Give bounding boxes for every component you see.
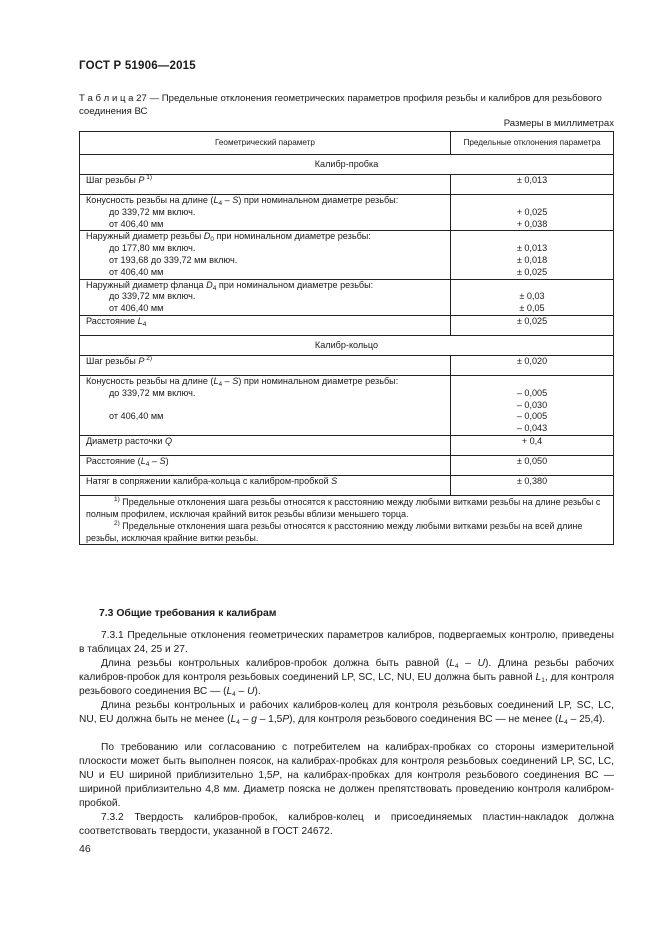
row-label: Расстояние $(L_4 - S)$: [80, 455, 451, 475]
table-row: [80, 355, 614, 375]
table-row: [80, 231, 614, 279]
row-value: – 0,005 – 0,030 – 0,005 – 0,043: [451, 375, 614, 435]
table-caption: [79, 93, 614, 118]
table-row: [80, 195, 614, 231]
table-row: [80, 175, 614, 195]
col-header-parameter: Геометрический параметр: [80, 132, 451, 155]
footnote-1: $^{1)}$ Предельные отклонения шага резьбы относятся к расстоянию между любыми витками резьбы на длине резьбы с полным профилем, исключая крайний виток резьбы вблизи меньшего торца.: [86, 495, 601, 519]
table-row: [80, 475, 614, 495]
row-value: ± 0,013 ± 0,018 ± 0,025: [451, 231, 614, 279]
footnote-2: $^{2)}$ Предельные отклонения шага резьбы относятся к расстоянию между любыми витками резьбы на всей длине резьбы, исключая крайние витки резьбы.: [86, 519, 583, 543]
section-heading: 7.3 Общие требования к калибрам: [99, 608, 277, 619]
row-label: Натяг в сопряжении калибра-кольца с калибром-пробкой S: [80, 475, 451, 495]
section-title-plug: Калибр-пробка: [80, 155, 614, 175]
row-value: ± 0,380: [451, 475, 614, 495]
paragraph-thread-length-rings: Длина резьбы контрольных и рабочих калибров-колец для контроля резьбовых соединений LP, SC, LC, NU, EU должна быть не менее ($L_4$ – g – 1,5P), для контроля резьбового соединения ВС — не менее $(L_4 - 25,4)$.: [79, 700, 614, 726]
row-value: ± 0,050: [451, 455, 614, 475]
row-label: Наружный диаметр фланца $D_4$ при номинальном диаметре резьбы: до 339,72 мм включ. от 406,40 мм: [80, 279, 451, 315]
section-title-ring: Калибр-кольцо: [80, 335, 614, 355]
row-label: Конусность резьбы на длине $(L_4 - S)$ при номинальном диаметре резьбы: до 339,72 мм включ. от 406,40 мм: [80, 195, 451, 231]
row-value: + 0,025 + 0,038: [451, 195, 614, 231]
paragraph-7-3-2: 7.3.2 Твердость калибров-пробок, калибров-колец и присоединяемых пластин-накладок должна соответствовать твердости, указанной в ГОСТ 24672.: [79, 812, 614, 837]
paragraph-belt: По требованию или согласованию с потребителем на калибрах-пробках со стороны измерительной плоскости может быть выполнен поясок, на калибрах-пробках для контроля резьбовых соединений LP, SC, LC, NU и EU шириной приблизительно 1,5P, на калибрах-пробках для контроля резьбового соединения ВС — шириной приблизительно 4,8 мм. Диаметр пояска не должен препятствовать проведению контроля калибром-пробкой.: [79, 742, 614, 809]
col-header-deviation: Предельные отклонения параметра: [451, 132, 614, 155]
table-notes: [80, 495, 614, 544]
row-label: Шаг резьбы P $^{1)}$: [80, 175, 451, 195]
table-row: [80, 435, 614, 455]
row-value: ± 0,03 ± 0,05: [451, 279, 614, 315]
table-header-row: [80, 132, 614, 155]
page-number: 46: [79, 843, 91, 855]
row-label: Расстояние $L_4$: [80, 315, 451, 335]
section-row-plug: [80, 155, 614, 175]
table-caption-text: — Предельные отклонения геометрических параметров профиля резьбы и калибров для резьбового соединения ВС: [79, 93, 602, 117]
row-value: ± 0,013: [451, 175, 614, 195]
table-notes-row: [80, 495, 614, 544]
row-label: Диаметр расточки Q: [80, 435, 451, 455]
table-row: [80, 455, 614, 475]
table-row: [80, 279, 614, 315]
table-row: [80, 315, 614, 335]
row-label: Наружный диаметр резьбы $D_0$ при номинальном диаметре резьбы: до 177,80 мм включ. от 193,68 до 339,72 мм включ. от 406,40 мм: [80, 231, 451, 279]
row-label: Шаг резьбы P $^{2)}$: [80, 355, 451, 375]
deviations-table: [79, 131, 614, 545]
row-value: ± 0,025: [451, 315, 614, 335]
document-header: ГОСТ Р 51906—2015: [79, 60, 196, 72]
section-row-ring: [80, 335, 614, 355]
table-caption-prefix: Т а б л и ц а 27: [79, 93, 147, 104]
row-value: ± 0,020: [451, 355, 614, 375]
units-note: Размеры в миллиметрах: [503, 118, 614, 129]
paragraph-thread-length-plugs: Длина резьбы контрольных калибров-пробок должна быть равной $(L_4 - U)$. Длина резьбы рабочих калибров-пробок для контроля резьбовых соединений LP, SC, LC, NU, EU должна быть равной $L_1$, для контроля резьбового соединения ВС — $(L_4 - U)$.: [79, 658, 615, 698]
table-row: [80, 375, 614, 435]
row-label: Конусность резьбы на длине $(L_4 - S)$ при номинальном диаметре резьбы: до 339,72 мм включ. от 406,40 мм: [80, 375, 451, 435]
paragraph-7-3-1: 7.3.1 Предельные отклонения геометрических параметров калибров, подвергаемых контролю, приведены в таблицах 24, 25 и 27.: [79, 630, 614, 655]
row-value: + 0,4: [451, 435, 614, 455]
